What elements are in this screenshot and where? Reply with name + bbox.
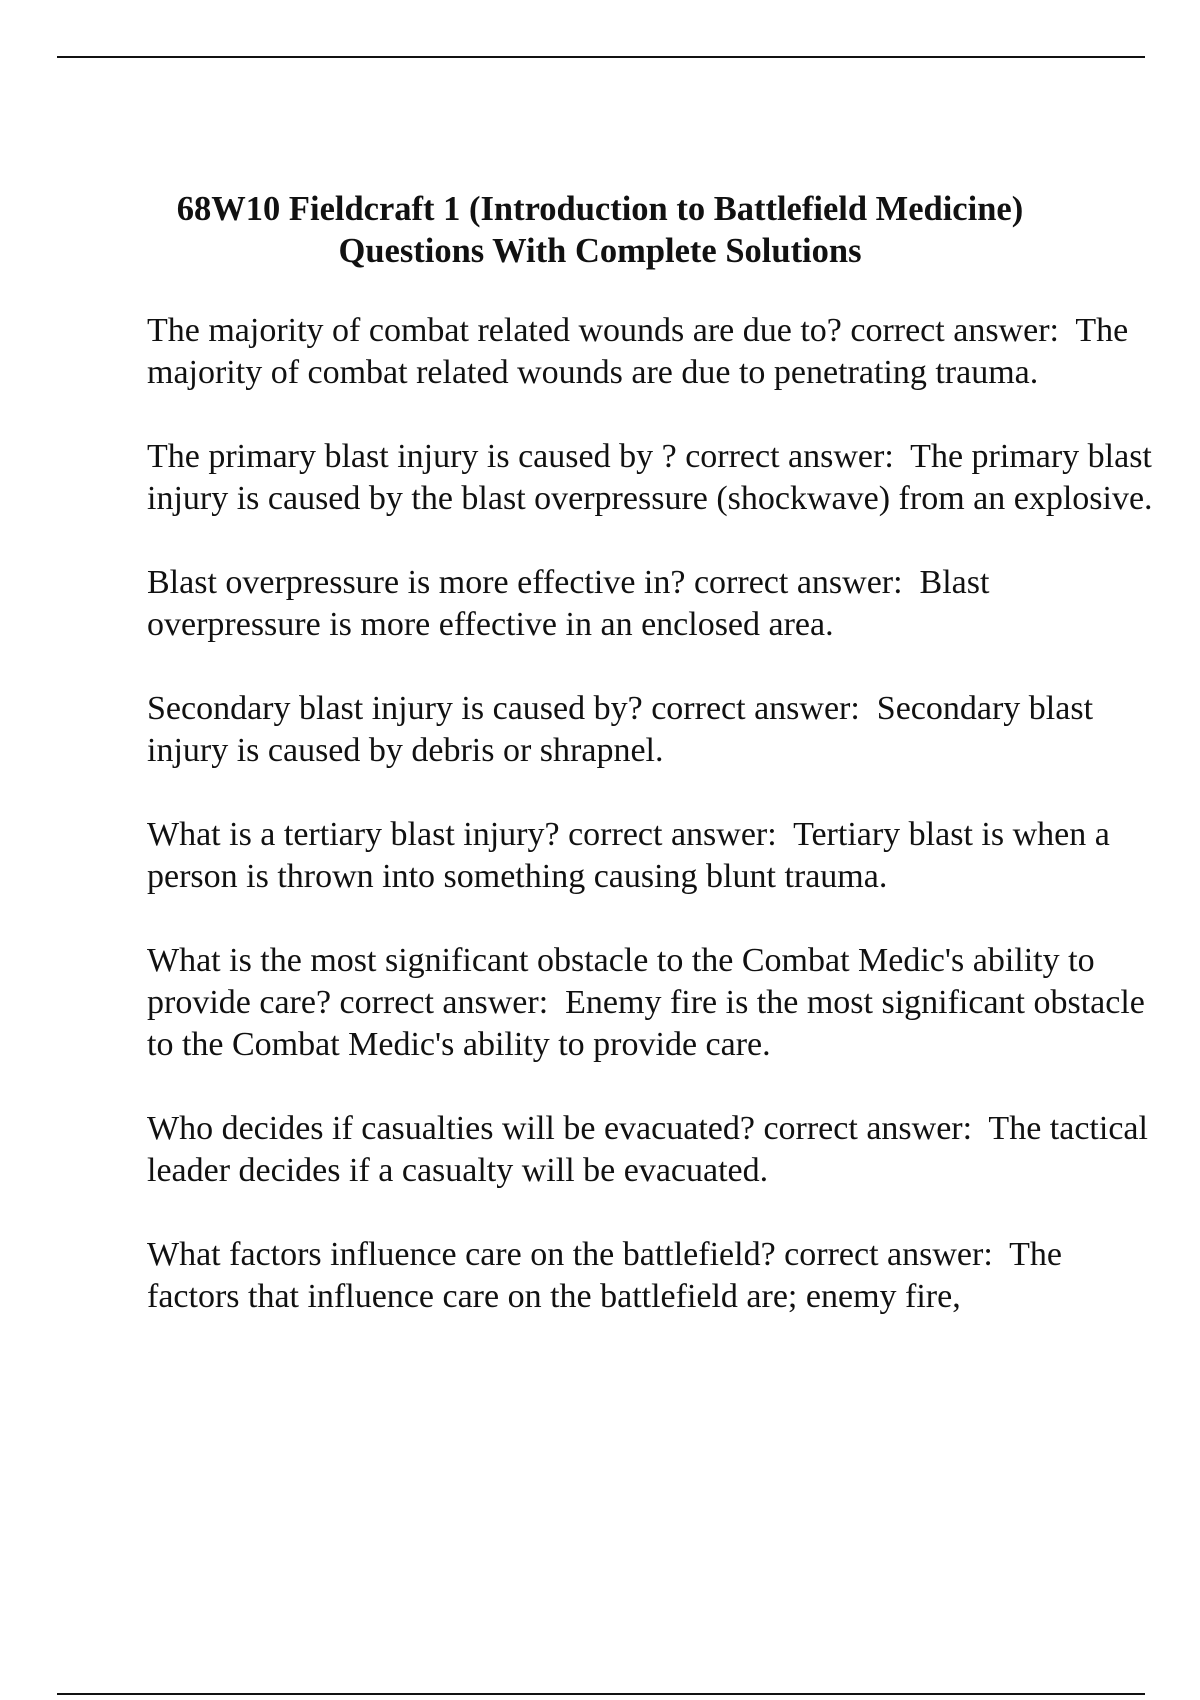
qa-entry-1: The majority of combat related wounds are due to? correct answer: The majority of combat related wounds are due to penetrating trauma. [147, 312, 1137, 391]
qa-entry-6: What is the most significant obstacle to the Combat Medic's ability to provide care? correct answer: Enemy fire is the most significant obstacle to the Combat Medic's ability to provide care. [147, 942, 1154, 1063]
title-line-1: 68W10 Fieldcraft 1 (Introduction to Battlefield Medicine) [176, 190, 1024, 228]
qa-entry-8: What factors influence care on the battlefield? correct answer: The factors that influence care on the battlefield are; enemy fire, [147, 1236, 1071, 1315]
bottom-rule [57, 1693, 1145, 1695]
qa-entry-4: Secondary blast injury is caused by? correct answer: Secondary blast injury is caused by debris or shrapnel. [147, 690, 1102, 769]
document-title [0, 188, 1200, 272]
top-rule [57, 56, 1145, 58]
title-line-2: Questions With Complete Solutions [338, 232, 862, 270]
qa-list [147, 310, 1161, 1360]
qa-entry-3: Blast overpressure is more effective in? correct answer: Blast overpressure is more effective in an enclosed area. [147, 564, 998, 643]
qa-entry-2: The primary blast injury is caused by ? correct answer: The primary blast injury is caused by the blast overpressure (shockwave) from an explosive. [147, 438, 1161, 517]
qa-entry-7: Who decides if casualties will be evacuated? correct answer: The tactical leader decides if a casualty will be evacuated. [147, 1110, 1157, 1189]
qa-entry-5: What is a tertiary blast injury? correct answer: Tertiary blast is when a person is thrown into something causing blunt trauma. [147, 816, 1119, 895]
